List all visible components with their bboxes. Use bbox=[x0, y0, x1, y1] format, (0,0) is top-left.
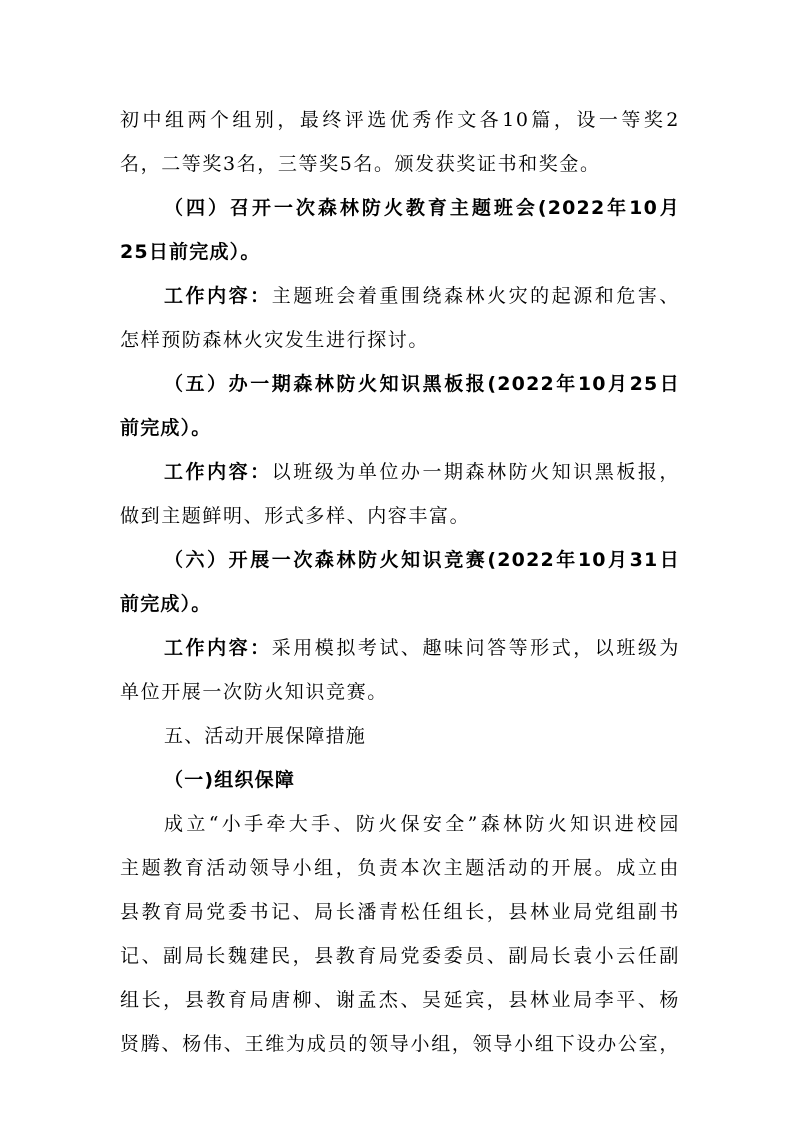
work-content-label: 工作内容： bbox=[164, 637, 272, 659]
section-heading: （五）办一期森林防火知识黑板报(2022年10月25日 bbox=[164, 373, 680, 395]
work-content-label: 工作内容： bbox=[164, 285, 272, 307]
paragraph-line: 县教育局党委书记、局长潘青松任组长，县林业局党组副书 bbox=[120, 901, 680, 923]
work-content-text: 主题班会着重围绕森林火灾的起源和危害、 bbox=[271, 285, 680, 307]
paragraph-line: 主题教育活动领导小组，负责本次主题活动的开展。成立由 bbox=[120, 857, 680, 879]
section-heading-cont: 25日前完成）。 bbox=[120, 241, 261, 263]
body-line: 名，二等奖3名，三等奖5名。颁发获奖证书和奖金。 bbox=[120, 153, 601, 175]
section-heading-cont: 前完成）。 bbox=[120, 593, 212, 615]
body-line: 做到主题鲜明、形式多样、内容丰富。 bbox=[120, 505, 471, 527]
work-content-line bbox=[164, 624, 680, 672]
paragraph-line: 记、副局长魏建民，县教育局党委委员、副局长袁小云任副 bbox=[120, 945, 680, 967]
body-line: 初中组两个组别，最终评选优秀作文各10篇，设一等奖2 bbox=[120, 109, 680, 131]
section-heading: （四）召开一次森林防火教育主题班会(2022年10月 bbox=[164, 197, 680, 219]
section-heading: （六）开展一次森林防火知识竞赛(2022年10月31日 bbox=[164, 549, 680, 571]
chapter-heading: 五、活动开展保障措施 bbox=[164, 725, 367, 747]
work-content-text: 以班级为单位办一期森林防火知识黑板报， bbox=[271, 461, 680, 483]
paragraph-line: 成立“小手牵大手、防火保安全”森林防火知识进校园 bbox=[164, 813, 680, 835]
work-content-line bbox=[164, 448, 680, 496]
work-content-label: 工作内容： bbox=[164, 461, 272, 483]
paragraph-line: 组长，县教育局唐柳、谢孟杰、吴延宾，县林业局李平、杨 bbox=[120, 989, 680, 1011]
body-line: 怎样预防森林火灾发生进行探讨。 bbox=[120, 329, 430, 351]
body-line: 单位开展一次防火知识竞赛。 bbox=[120, 681, 388, 703]
section-heading-cont: 前完成）。 bbox=[120, 417, 212, 439]
subsection-heading: （一)组织保障 bbox=[164, 769, 296, 791]
work-content-text: 采用模拟考试、趣味问答等形式，以班级为 bbox=[271, 637, 680, 659]
work-content-line bbox=[164, 272, 680, 320]
paragraph-line: 贤腾、杨伟、王维为成员的领导小组，领导小组下设办公室， bbox=[120, 1033, 680, 1055]
